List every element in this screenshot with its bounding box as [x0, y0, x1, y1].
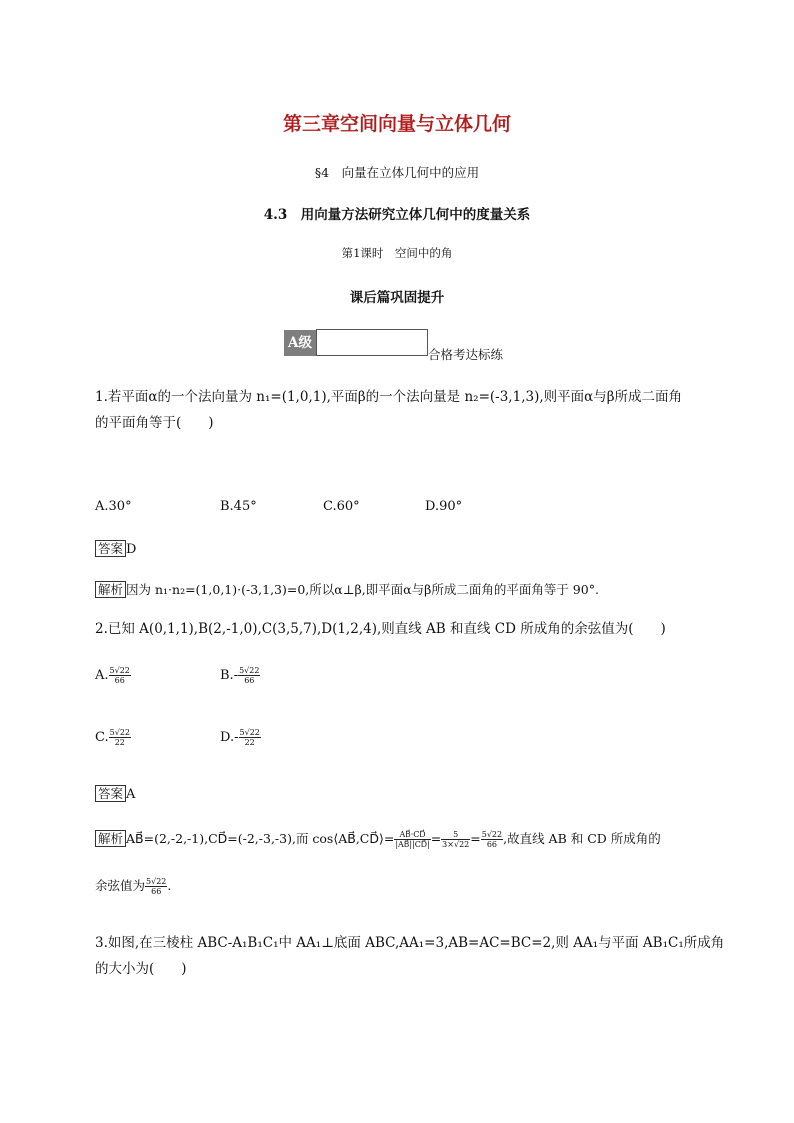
level-text: 合格考达标练 [428, 347, 504, 362]
chapter-title: 第三章空间向量与立体几何 [282, 113, 511, 135]
q2-option-d: D.- $\frac{5√22}{22}$ [220, 728, 260, 747]
level-badge: A级 [284, 330, 316, 356]
q1-option-b: B.45° [220, 499, 257, 514]
answer-value: A [126, 787, 136, 802]
q3-text-line1: 3.如图,在三棱柱 ABC-A₁B₁C₁中 AA₁⊥底面 ABC,AA₁=3,AB=AC=BC=2,则 AA₁与平面 AB₁C₁所成角 [95, 935, 725, 951]
section-title: §4 向量在立体几何中的应用 [314, 165, 480, 180]
q2-answer [95, 784, 135, 802]
level-box [316, 329, 428, 356]
q2-solution-line2: 余弦值为 $\frac{5√22}{66}$ . [95, 877, 172, 896]
q1-answer [95, 539, 136, 557]
solution-label: 解析 [95, 581, 126, 598]
q1-text-line1: 1.若平面α的一个法向量为 n₁=(1,0,1),平面β的一个法向量是 n₂=(-3,1,3),则平面α与β所成二面角 [95, 389, 683, 405]
q1-text-line2: 的平面角等于( ) [95, 415, 214, 431]
q2-option-b: B.- $\frac{5√22}{66}$ [220, 666, 260, 685]
q1-option-d: D.90° [425, 499, 463, 514]
answer-value: D [126, 542, 137, 557]
practice-title: 课后篇巩固提升 [349, 290, 445, 306]
solution-text: 因为 n₁·n₂=(1,0,1)·(-3,1,3)=0,所以α⊥β,即平面α与β所成二面角的平面角等于 90°. [126, 582, 599, 597]
lesson-title: 第1课时 空间中的角 [341, 246, 453, 260]
q2-option-c: C. $\frac{5√22}{22}$ [95, 728, 130, 747]
subsection-title: 4.3 用向量方法研究立体几何中的度量关系 [263, 207, 531, 223]
answer-label: 答案 [95, 785, 126, 802]
q1-option-a: A.30° [95, 499, 132, 514]
q3-text-line2: 的大小为( ) [95, 961, 187, 977]
solution-label: 解析 [95, 830, 126, 847]
q2-text-line1: 2.已知 A(0,1,1),B(2,-1,0),C(3,5,7),D(1,2,4),则直线 AB 和直线 CD 所成角的余弦值为( ) [95, 621, 666, 637]
q2-solution-line1: 解析 AB⃗=(2,-2,-1),CD⃗=(-2,-3,-3),而 cos⟨AB⃗,CD⃗⟩= $\frac{AB⃗\cdot CD⃗}{|AB⃗||CD⃗|}$ = $\frac{5}{3\times√22}$ = $\frac{5√22}{66}$ ,故直线 AB 和 CD 所成角的 [95, 829, 661, 849]
q1-solution [95, 580, 599, 598]
answer-label: 答案 [95, 540, 126, 557]
q1-option-c: C.60° [323, 499, 360, 514]
q2-option-a: A. $\frac{5√22}{66}$ [95, 666, 130, 685]
